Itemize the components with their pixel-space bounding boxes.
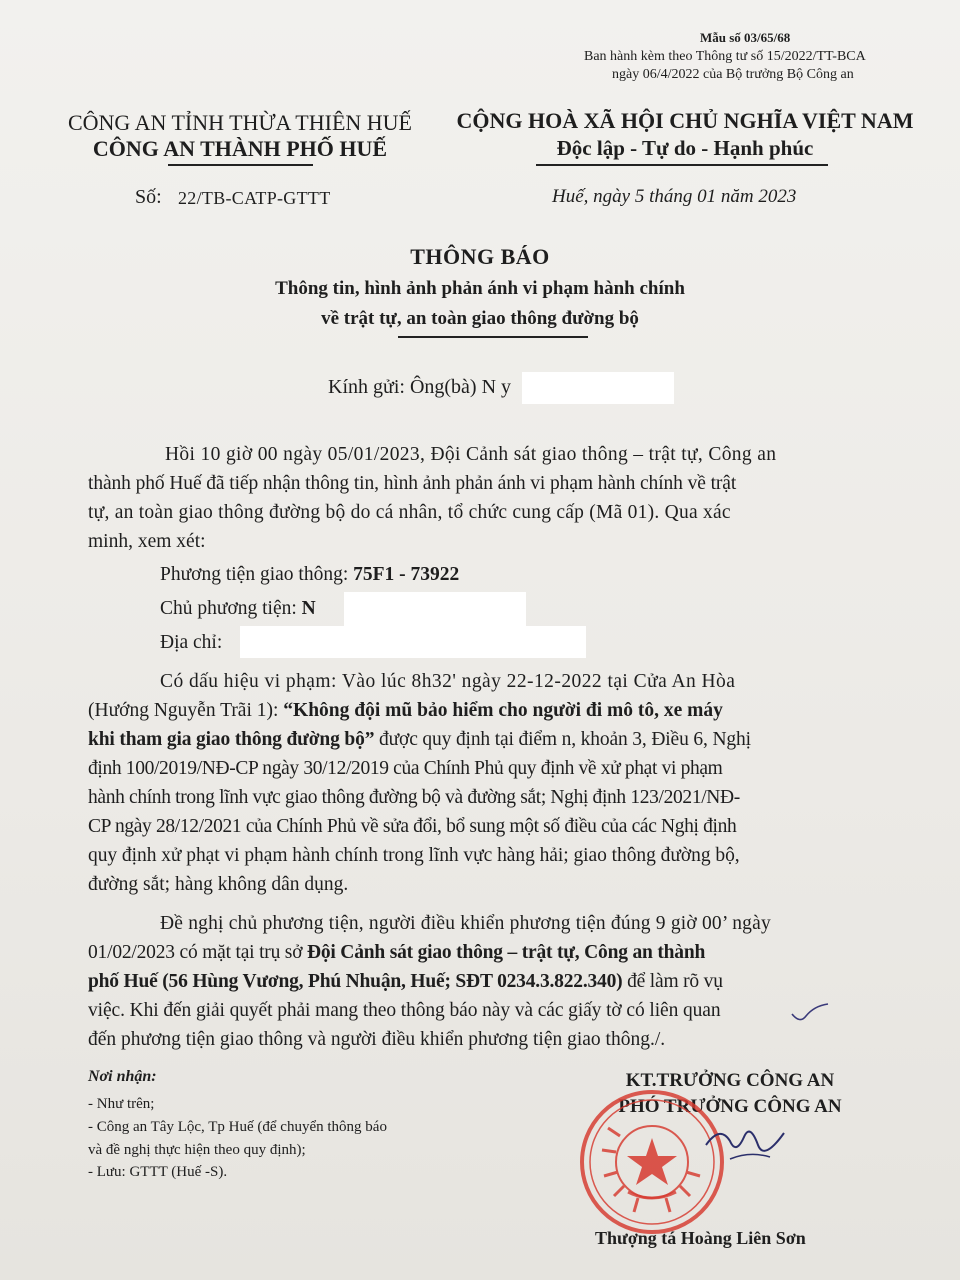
request-line-5: đến phương tiện giao thông và người điều khiển phương tiện giao thông./.: [88, 1029, 666, 1050]
intro-line-4: minh, xem xét:: [88, 531, 206, 552]
motto: Độc lập - Tự do - Hạnh phúc: [556, 136, 814, 160]
address-label: Địa chỉ:: [160, 632, 223, 653]
doc-subtitle-1: Thông tin, hình ảnh phản ánh vi phạm hành chính: [275, 278, 685, 299]
violation-line-1: Có dấu hiệu vi phạm: Vào lúc 8h32' ngày 22-12-2022 tại Cửa An Hòa: [160, 671, 736, 692]
recipient-2-cont: và đề nghị thực hiện theo quy định);: [88, 1142, 306, 1158]
violation-line-5: hành chính trong lĩnh vực giao thông đường bộ và đường sắt; Nghị định 123/2021/NĐ-: [88, 787, 740, 808]
vehicle-address-line: [160, 632, 222, 654]
form-issued-date: ngày 06/4/2022 của Bộ trưởng Bộ Công an: [612, 67, 854, 82]
ref-number: 22/TB-CATP-GTTT: [178, 188, 331, 208]
violation-line-7: quy định xử phạt vi phạm hành chính trong lĩnh vực hàng hải; giao thông đường bộ,: [88, 845, 740, 866]
agency-parent: CÔNG AN TỈNH THỪA THIÊN HUẾ: [67, 110, 412, 135]
violation-act-2: khi tham gia giao thông đường bộ”: [88, 729, 375, 750]
addressee-label: Kính gửi: Ông(bà): [328, 376, 482, 398]
intro-line-3: tự, an toàn giao thông đường bộ do cá nhân, tổ chức cung cấp (Mã 01). Qua xác: [88, 502, 731, 523]
agency-name: CÔNG AN THÀNH PHỐ HUẾ: [92, 136, 388, 161]
violation-location: (Hướng Nguyễn Trãi 1):: [88, 700, 284, 721]
motto-underline: [536, 164, 828, 166]
handwritten-signature-icon: [700, 1115, 790, 1175]
request-address: phố Huế (56 Hùng Vương, Phú Nhuận, Huế; SĐT 0234.3.822.340): [88, 971, 623, 992]
intro-line-2: thành phố Huế đã tiếp nhận thông tin, hình ảnh phản ánh vi phạm hành chính về trật: [88, 473, 737, 494]
request-office: Đội Cảnh sát giao thông – trật tự, Công an thành: [306, 942, 706, 963]
plate-label: Phương tiện giao thông:: [160, 564, 354, 585]
redaction-addressee: [522, 372, 674, 404]
intro-line-1: Hồi 10 giờ 00 ngày 05/01/2023, Đội Cảnh sát giao thông – trật tự, Công an: [165, 444, 777, 465]
title-underline: [398, 336, 588, 338]
vehicle-owner-line: [160, 598, 316, 620]
owner-fragment: N: [301, 598, 316, 619]
request-line-1: Đề nghị chủ phương tiện, người điều khiển phương tiện đúng 9 giờ 00’ ngày: [160, 913, 771, 934]
recipient-1: - Như trên;: [88, 1096, 155, 1112]
redaction-owner: [344, 592, 526, 626]
plate-number: 75F1 - 73922: [353, 564, 460, 585]
signer-name: Thượng tá Hoàng Liên Sơn: [595, 1228, 806, 1248]
recipient-3: - Lưu: GTTT (Huế -S).: [88, 1164, 228, 1180]
recipient-2: - Công an Tây Lộc, Tp Huế (để chuyển thông báo: [88, 1119, 387, 1135]
place-date: Huế, ngày 5 tháng 01 năm 2023: [552, 186, 797, 207]
violation-legal-ref: được quy định tại điểm n, khoản 3, Điều 6, Nghị: [374, 729, 751, 750]
addressee: [328, 376, 511, 399]
owner-label: Chủ phương tiện:: [160, 598, 302, 619]
doc-title: THÔNG BÁO: [410, 244, 550, 269]
form-number: Mẫu số 03/65/68: [700, 30, 791, 45]
signer-title-1: KT.TRƯỞNG CÔNG AN: [625, 1070, 835, 1091]
violation-line-2: [88, 700, 723, 722]
redaction-address: [240, 626, 586, 658]
country-name: CỘNG HOÀ XÃ HỘI CHỦ NGHĨA VIỆT NAM: [456, 108, 914, 133]
form-issued-with: Ban hành kèm theo Thông tư số 15/2022/TT-BCA: [584, 49, 866, 64]
violation-line-3: [88, 729, 751, 751]
vehicle-plate-line: [160, 564, 459, 586]
request-line-2: [88, 942, 705, 964]
violation-line-6: CP ngày 28/12/2021 của Chính Phủ về sửa đổi, bổ sung một số điều của các Nghị định: [88, 816, 737, 837]
recipients-label: Nơi nhận:: [88, 1068, 157, 1085]
request-line-3: [88, 971, 723, 993]
violation-act-1: “Không đội mũ bảo hiểm cho người đi mô tô, xe máy: [283, 700, 723, 721]
signer-title-2: PHÓ TRƯỞNG CÔNG AN: [618, 1096, 842, 1117]
doc-subtitle-2: về trật tự, an toàn giao thông đường bộ: [321, 308, 639, 329]
violation-line-8: đường sắt; hàng không dân dụng.: [88, 874, 349, 895]
ref-label: Số:: [135, 186, 162, 208]
request-purpose: để làm rõ vụ: [622, 971, 723, 992]
checkmark-icon: [790, 1002, 830, 1024]
violation-line-4: định 100/2019/NĐ-CP ngày 30/12/2019 của Chính Phủ quy định về xử phạt vi phạm: [88, 758, 723, 779]
request-line-4: việc. Khi đến giải quyết phải mang theo thông báo này và các giấy tờ có liên quan: [88, 1000, 721, 1021]
addressee-fragment: N y: [481, 376, 512, 398]
agency-underline: [168, 164, 313, 166]
request-date: 01/02/2023 có mặt tại trụ sở: [88, 942, 307, 963]
